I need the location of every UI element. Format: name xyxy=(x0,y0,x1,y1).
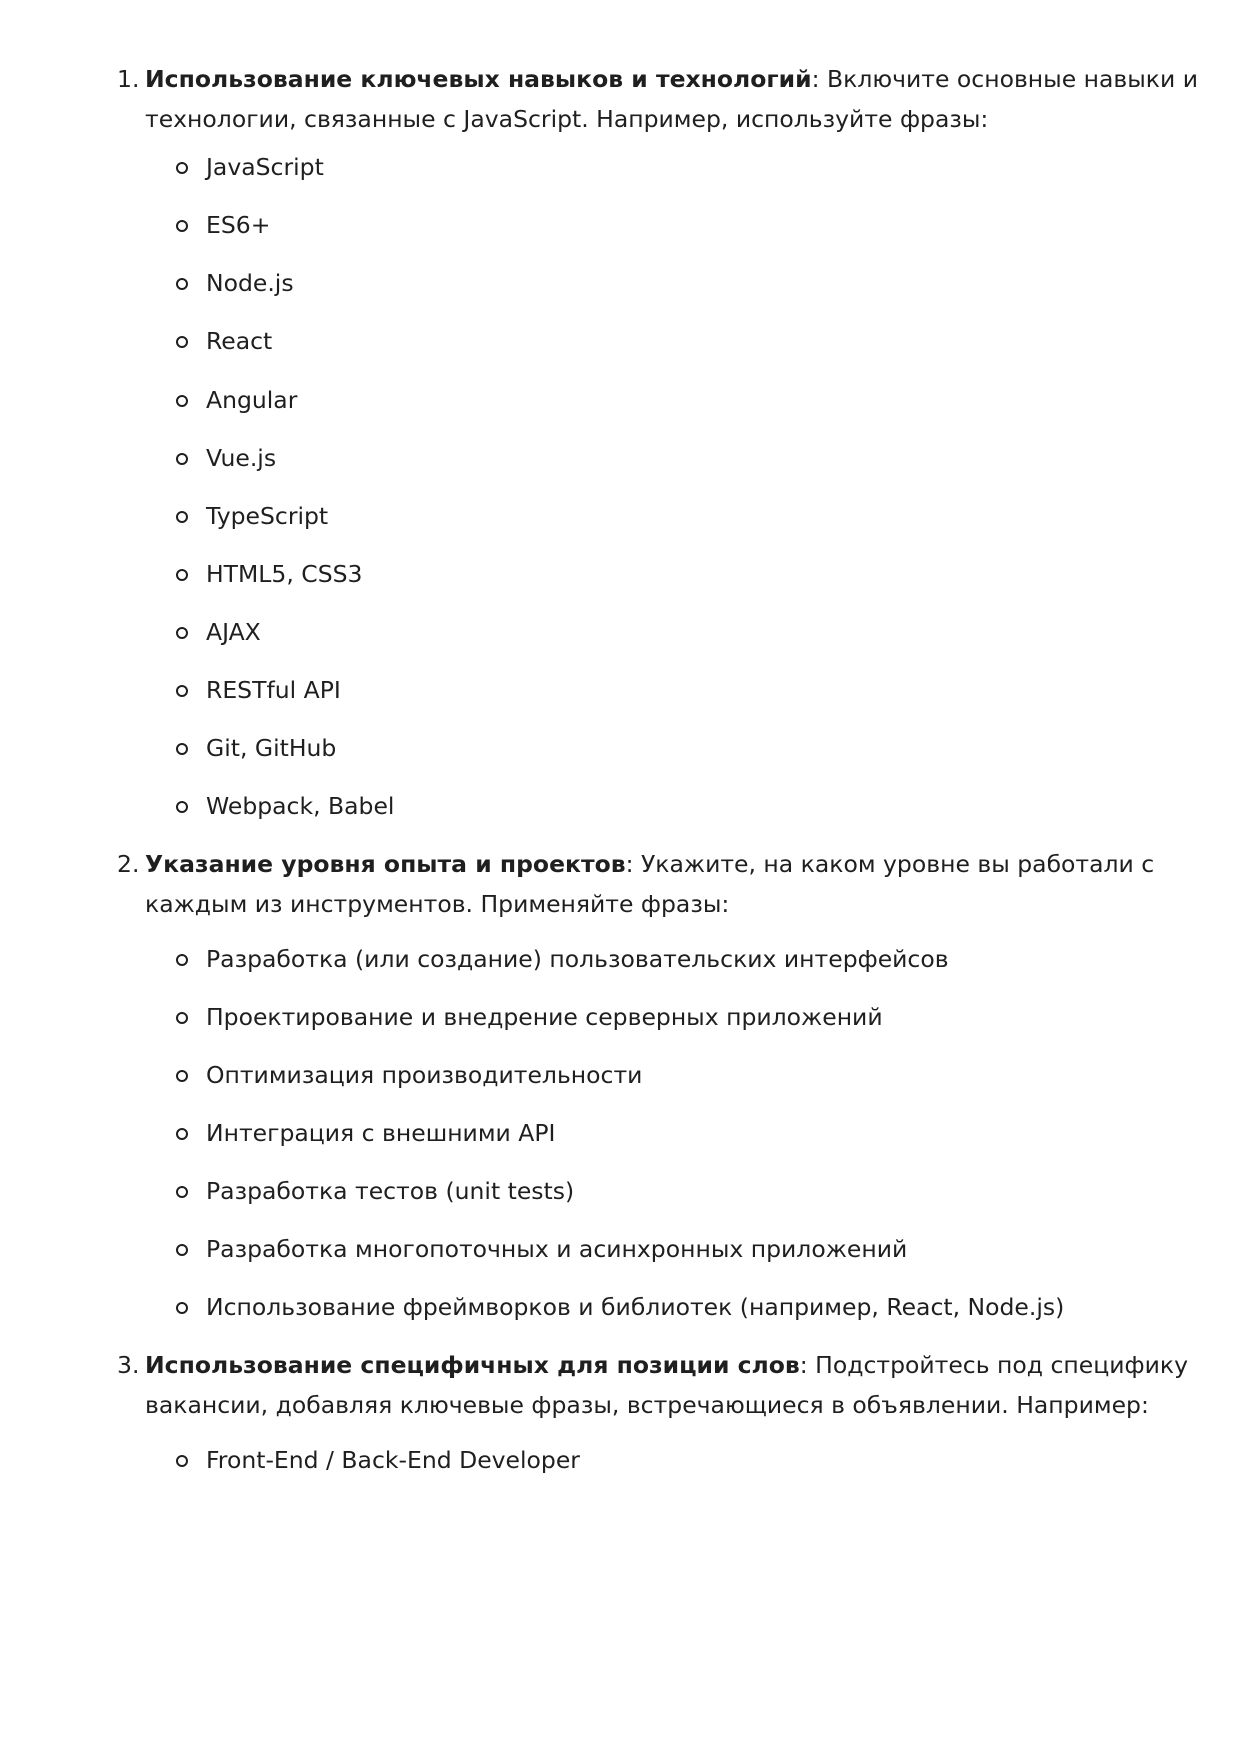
bullet-circle-icon xyxy=(176,1070,188,1082)
list-item-text: ES6+ xyxy=(206,211,271,239)
item-2-title: Указание уровня опыта и проектов xyxy=(145,850,626,878)
item-2-text: : Укажите, на каком уровне вы работали с xyxy=(625,850,1155,878)
item-3-line-1 xyxy=(117,1345,1188,1385)
list-item-text: Vue.js xyxy=(206,444,277,472)
list-item-text: Front-End / Back-End Developer xyxy=(206,1446,580,1474)
list-item-text: Git, GitHub xyxy=(206,734,337,762)
bullet-circle-icon xyxy=(176,1455,188,1467)
numbered-item-3 xyxy=(117,1345,1188,1425)
bullet-circle-icon xyxy=(176,1244,188,1256)
list-item-text: Использование фреймворков и библиотек (например, React, Node.js) xyxy=(206,1293,1065,1321)
item-2-line-2: каждым из инструментов. Применяйте фразы: xyxy=(145,890,730,918)
item-3-title: Использование специфичных для позиции слов xyxy=(145,1351,800,1379)
item-2-line-1 xyxy=(117,844,1155,884)
bullet-circle-icon xyxy=(176,801,188,813)
numbered-item-1 xyxy=(117,59,1199,139)
bullet-circle-icon xyxy=(176,453,188,465)
bullet-circle-icon xyxy=(176,1012,188,1024)
bullet-circle-icon xyxy=(176,743,188,755)
bullet-circle-icon xyxy=(176,1186,188,1198)
list-item-text: Интеграция с внешними API xyxy=(206,1119,556,1147)
list-item-text: Разработка многопоточных и асинхронных приложений xyxy=(206,1235,908,1263)
bullet-circle-icon xyxy=(176,1128,188,1140)
bullet-circle-icon xyxy=(176,1302,188,1314)
list-item-text: Разработка (или создание) пользовательских интерфейсов xyxy=(206,945,949,973)
bullet-circle-icon xyxy=(176,220,188,232)
bullet-circle-icon xyxy=(176,569,188,581)
item-1-number: 1. xyxy=(117,65,140,93)
list-item-text: Оптимизация производительности xyxy=(206,1061,643,1089)
list-item-text: TypeScript xyxy=(206,502,329,530)
bullet-circle-icon xyxy=(176,627,188,639)
list-item-text: Node.js xyxy=(206,269,294,297)
bullet-circle-icon xyxy=(176,685,188,697)
list-item-text: React xyxy=(206,327,273,355)
list-item-text: AJAX xyxy=(206,618,261,646)
list-item-text: JavaScript xyxy=(206,153,324,181)
item-1-line-2: технологии, связанные с JavaScript. Например, используйте фразы: xyxy=(145,105,989,133)
item-1-title: Использование ключевых навыков и технологий xyxy=(145,65,812,93)
bullet-circle-icon xyxy=(176,336,188,348)
item-1-text: : Включите основные навыки и xyxy=(811,65,1199,93)
list-item-text: Разработка тестов (unit tests) xyxy=(206,1177,575,1205)
item-3-text: : Подстройтесь под специфику xyxy=(799,1351,1188,1379)
list-item-text: RESTful API xyxy=(206,676,341,704)
item-1-line-1 xyxy=(117,59,1199,99)
bullet-circle-icon xyxy=(176,511,188,523)
list-item-text: Webpack, Babel xyxy=(206,792,395,820)
item-3-line-2: вакансии, добавляя ключевые фразы, встречающиеся в объявлении. Например: xyxy=(145,1391,1149,1419)
list-item-text: Проектирование и внедрение серверных приложений xyxy=(206,1003,883,1031)
list-item-text: HTML5, CSS3 xyxy=(206,560,363,588)
list-item-text: Angular xyxy=(206,386,298,414)
numbered-item-2 xyxy=(117,844,1155,924)
bullet-circle-icon xyxy=(176,954,188,966)
bullet-circle-icon xyxy=(176,395,188,407)
item-3-number: 3. xyxy=(117,1351,140,1379)
bullet-circle-icon xyxy=(176,162,188,174)
item-2-number: 2. xyxy=(117,850,140,878)
bullet-circle-icon xyxy=(176,278,188,290)
